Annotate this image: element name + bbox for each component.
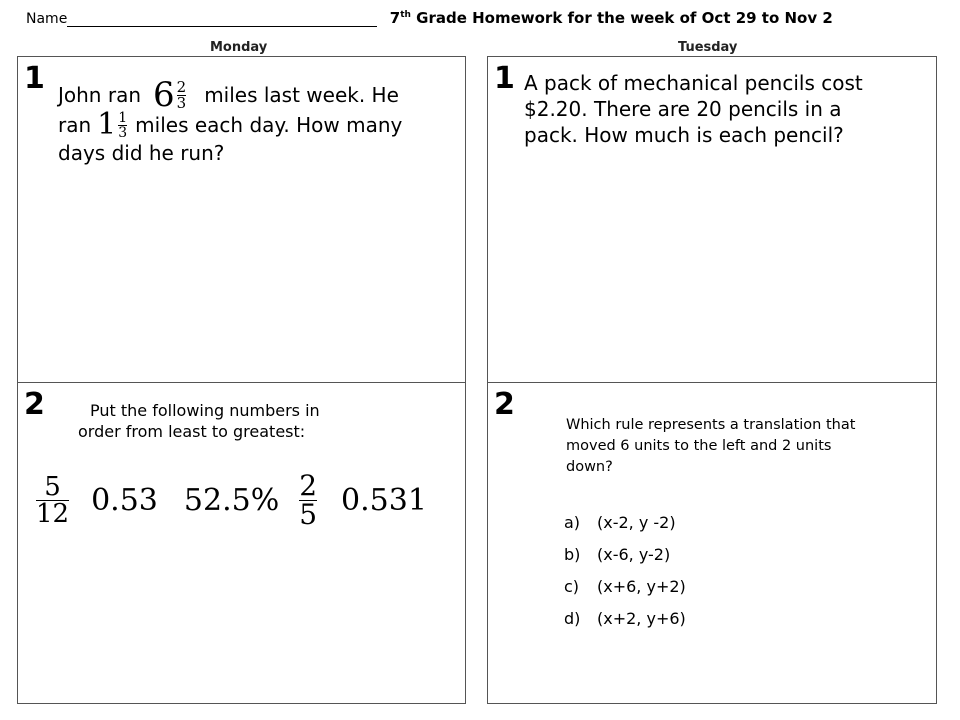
name-label: Name <box>26 11 68 27</box>
number-0-531: 0.531 <box>341 482 427 518</box>
monday-problem-2-line-1: Put the following numbers in <box>90 401 320 420</box>
option-b[interactable]: b) (x-6, y-2) <box>564 545 671 564</box>
name-field-line[interactable] <box>67 12 377 27</box>
numbers-to-order <box>36 460 456 540</box>
worksheet-title: 7th Grade Homework for the week of Oct 29 to Nov 2 <box>389 9 833 27</box>
tuesday-problem-2-text: Which rule represents a translation that moved 6 units to the left and 2 units down? <box>566 417 856 475</box>
problem-number: 1 <box>24 61 45 96</box>
answer-options <box>564 513 686 641</box>
day-label-tuesday: Tuesday <box>678 40 738 55</box>
worksheet-header <box>26 9 833 27</box>
monday-problem-1-text: John ran 6 $\frac{2}{3}$ miles last week. He ran 1 $\frac{1}{3}$ miles each day. How many days did he run? <box>58 75 403 165</box>
option-c[interactable]: c) (x+6, y+2) <box>564 577 686 596</box>
number-0-53: 0.53 <box>91 482 158 518</box>
problem-number: 1 <box>494 61 515 96</box>
problem-number: 2 <box>24 387 45 422</box>
fraction-5-12: $\frac{5}{12}$ <box>36 471 70 529</box>
option-a[interactable]: a) (x-2, y -2) <box>564 513 676 532</box>
mixed-number-6-2-3: 6 $\frac{2}{3}$ <box>153 75 187 115</box>
problem-number: 2 <box>494 387 515 422</box>
day-label-monday: Monday <box>210 40 268 55</box>
fraction-2-5: $\frac{2}{5}$ <box>299 468 318 531</box>
option-d[interactable]: d) (x+2, y+6) <box>564 609 686 628</box>
mixed-number-1-1-3: 1 $\frac{1}{3}$ <box>97 107 128 142</box>
tuesday-problem-1-text: A pack of mechanical pencils cost $2.20. There are 20 pencils in a pack. How much is each pencil? <box>524 71 863 147</box>
monday-problem-2-line-2: order from least to greatest: <box>78 422 306 441</box>
number-52-5-percent: 52.5% <box>183 482 280 518</box>
